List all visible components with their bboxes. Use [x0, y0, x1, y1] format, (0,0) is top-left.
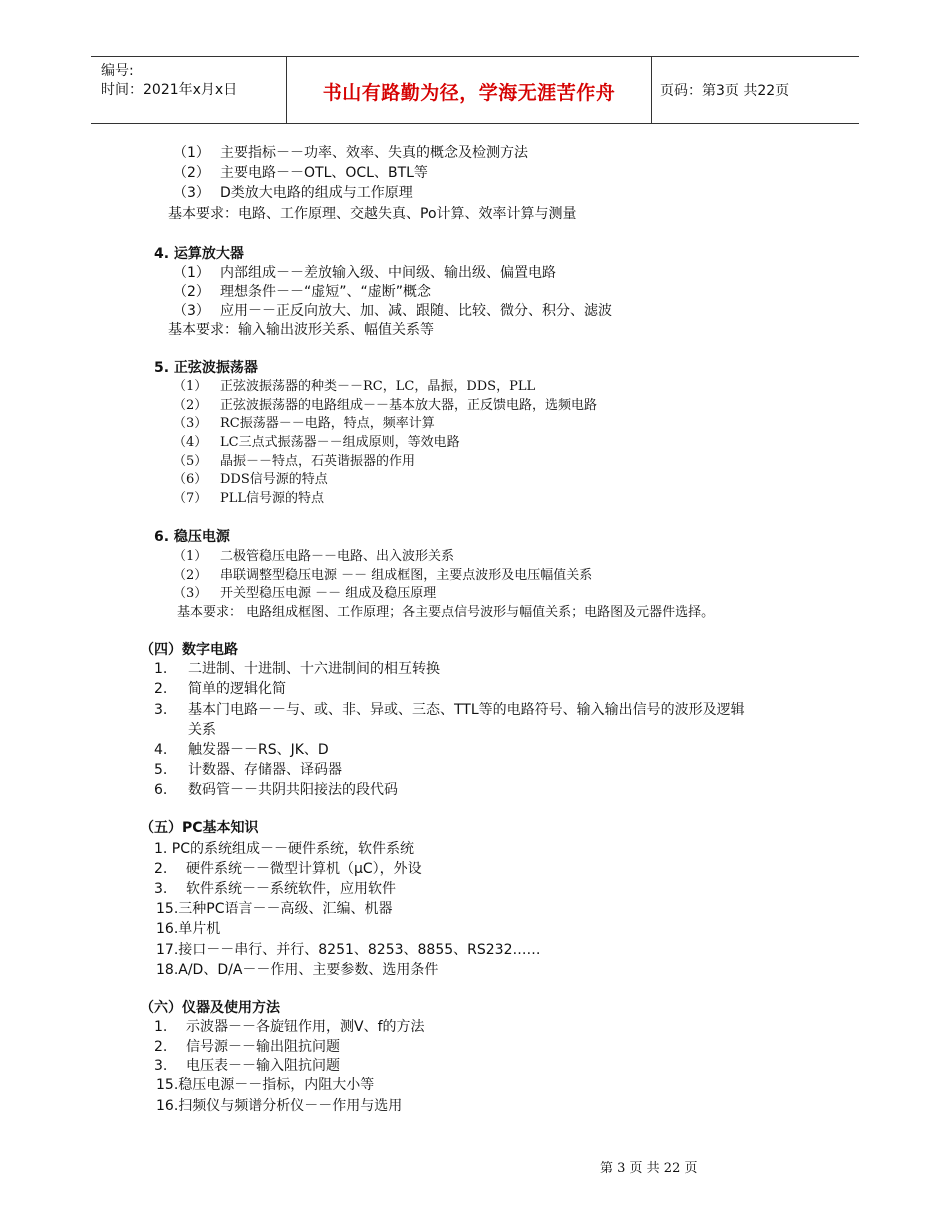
list-item: （2） 正弦波振荡器的电路组成－－基本放大器，正反馈电路，选频电路 — [173, 398, 598, 413]
time-label: 时间：2021年x月x日 — [101, 82, 238, 98]
list-item: （1） 二极管稳压电路－－电路、出入波形关系 — [173, 549, 455, 564]
document-header — [91, 56, 859, 124]
motto: 书山有路勤为径，学海无涯苦作舟 — [322, 82, 616, 104]
list-item: （1） 内部组成－－差放输入级、中间级、输出级、偏置电路 — [173, 265, 556, 281]
list-item: 18.A/D、D/A－－作用、主要参数、选用条件 — [156, 962, 439, 978]
list-item: 15.三种PC语言－－高级、汇编、机器 — [156, 901, 393, 917]
list-item: 15.稳压电源－－指标，内阻大小等 — [156, 1077, 375, 1093]
list-item: （2） 主要电路－－OTL、OCL、BTL等 — [173, 165, 428, 181]
list-item: （5） 晶振－－特点，石英谐振器的作用 — [173, 454, 416, 469]
list-item-continuation: 关系 — [188, 722, 216, 738]
list-item: 4. 触发器－－RS、JK、D — [154, 742, 329, 758]
section-heading: 5. 正弦波振荡器 — [154, 360, 258, 376]
list-item: 1. PC的系统组成－－硬件系统，软件系统 — [154, 841, 415, 857]
list-item: （6） DDS信号源的特点 — [173, 472, 328, 487]
section-heading: （五）PC基本知识 — [140, 820, 259, 836]
list-item: （3） D类放大电路的组成与工作原理 — [173, 185, 413, 201]
list-item: 16.单片机 — [156, 921, 221, 937]
list-item: 2. 信号源－－输出阻抗问题 — [154, 1039, 340, 1055]
section-heading: 4. 运算放大器 — [154, 246, 244, 262]
page-label: 页码：第3页 共22页 — [660, 83, 790, 99]
list-item: 1. 示波器－－各旋钮作用，测V、f的方法 — [154, 1019, 425, 1035]
list-item: 3. 电压表－－输入阻抗问题 — [154, 1058, 340, 1074]
number-label: 编号: — [101, 63, 134, 79]
list-item: 2. 简单的逻辑化简 — [154, 681, 286, 697]
list-item: （1） 正弦波振荡器的种类－－RC，LC，晶振，DDS，PLL — [173, 379, 536, 394]
header-info-cell — [91, 57, 286, 123]
list-item: （3） RC振荡器－－电路，特点，频率计算 — [173, 416, 435, 431]
list-item: （2） 串联调整型稳压电源 －－ 组成框图，主要点波形及电压幅值关系 — [173, 568, 593, 583]
requirement-text: 基本要求：电路、工作原理、交越失真、Po计算、效率计算与测量 — [168, 206, 577, 222]
list-item: （1） 主要指标－－功率、效率、失真的概念及检测方法 — [173, 145, 528, 161]
section-heading: （四）数字电路 — [140, 642, 238, 658]
list-item: 3. 软件系统－－系统软件，应用软件 — [154, 881, 396, 897]
list-item: 2. 硬件系统－－微型计算机（μC），外设 — [154, 861, 422, 877]
list-item: 5. 计数器、存储器、译码器 — [154, 762, 342, 778]
list-item: （3） 应用－－正反向放大、加、减、跟随、比较、微分、积分、滤波 — [173, 303, 612, 319]
list-item: 16.扫频仪与频谱分析仪－－作用与选用 — [156, 1098, 403, 1114]
list-item: 17.接口－－串行、并行、8251、8253、8855、RS232…… — [156, 942, 541, 958]
list-item: 1. 二进制、十进制、十六进制间的相互转换 — [154, 661, 440, 677]
list-item: （4） LC三点式振荡器－－组成原则，等效电路 — [173, 435, 460, 450]
list-item: （7） PLL信号源的特点 — [173, 491, 325, 506]
list-item: （2） 理想条件－－“虚短”、“虚断”概念 — [173, 284, 432, 300]
section-heading: 6. 稳压电源 — [154, 529, 230, 545]
header-page-cell — [650, 57, 859, 123]
section-heading: （六）仪器及使用方法 — [140, 1000, 280, 1016]
requirement-text: 基本要求：输入输出波形关系、幅值关系等 — [168, 322, 434, 338]
header-motto-cell — [286, 57, 652, 123]
list-item: 3. 基本门电路－－与、或、非、异或、三态、TTL等的电路符号、输入输出信号的波形及逻辑 — [154, 702, 745, 718]
list-item: 6. 数码管－－共阴共阳接法的段代码 — [154, 782, 398, 798]
list-item: （3） 开关型稳压电源 －－ 组成及稳压原理 — [173, 586, 437, 601]
requirement-text: 基本要求： 电路组成框图、工作原理；各主要点信号波形与幅值关系；电路图及元器件选择。 — [177, 605, 715, 620]
page-footer: 第 3 页 共 22 页 — [600, 1161, 698, 1176]
